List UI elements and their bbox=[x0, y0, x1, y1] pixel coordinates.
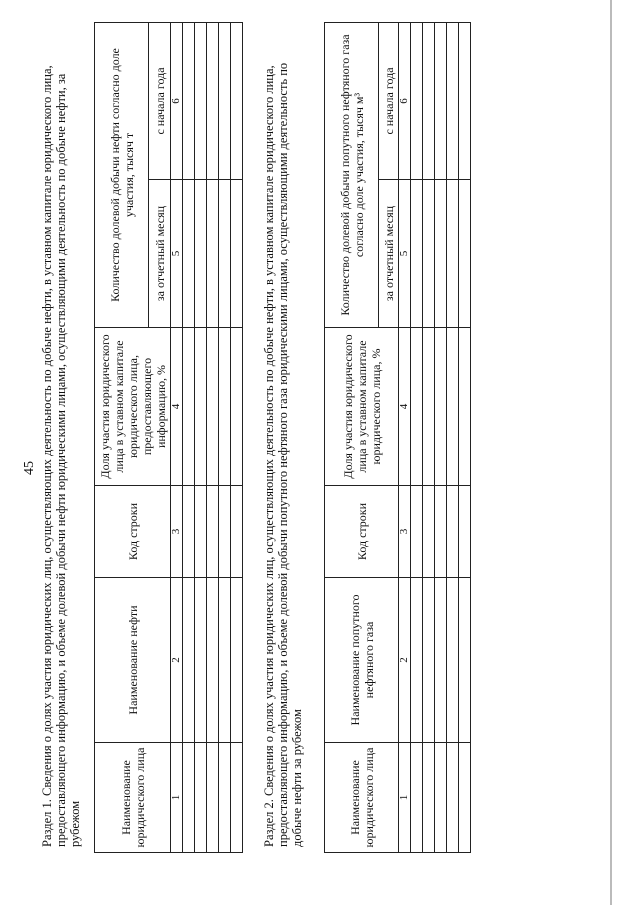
s2-header-gas-name: Наименование попутного нефтяного газа bbox=[325, 578, 399, 743]
table-cell[interactable] bbox=[459, 180, 471, 328]
s2-colnum-2: 2 bbox=[399, 578, 411, 743]
table-cell[interactable] bbox=[447, 328, 459, 486]
s2-header-share: Доля участия юридического лица в уставном капитале юридического лица, % bbox=[325, 328, 399, 486]
table-cell[interactable] bbox=[423, 486, 435, 578]
table-cell[interactable] bbox=[435, 743, 447, 853]
table-cell[interactable] bbox=[219, 578, 231, 743]
table-cell[interactable] bbox=[411, 22, 423, 179]
table-cell[interactable] bbox=[435, 486, 447, 578]
page-number: 45 bbox=[22, 461, 37, 475]
s2-header-line-code: Код строки bbox=[325, 486, 399, 578]
s2-colnum-1: 1 bbox=[399, 743, 411, 853]
table-cell[interactable] bbox=[219, 486, 231, 578]
table-cell[interactable] bbox=[447, 486, 459, 578]
s1-header-oil-name: Наименование нефти bbox=[95, 578, 171, 743]
table-cell[interactable] bbox=[411, 328, 423, 486]
table-cell[interactable] bbox=[183, 743, 195, 853]
s2-header-month: за отчетный месяц bbox=[379, 180, 399, 328]
table-cell[interactable] bbox=[219, 328, 231, 486]
table-row bbox=[423, 22, 435, 852]
table-cell[interactable] bbox=[411, 578, 423, 743]
s2-header-legal-entity: Наименование юридического лица bbox=[325, 743, 399, 853]
table-cell[interactable] bbox=[195, 743, 207, 853]
s2-colnum-4: 4 bbox=[399, 328, 411, 486]
table-cell[interactable] bbox=[423, 180, 435, 328]
s2-colnum-3: 3 bbox=[399, 486, 411, 578]
s2-colnum-6: 6 bbox=[399, 22, 411, 179]
table-cell[interactable] bbox=[207, 486, 219, 578]
section2-table bbox=[324, 22, 471, 853]
s1-colnum-2: 2 bbox=[171, 578, 183, 743]
table-cell[interactable] bbox=[459, 22, 471, 179]
s1-header-legal-entity: Наименование юридического лица bbox=[95, 743, 171, 853]
table-cell[interactable] bbox=[183, 486, 195, 578]
table-cell[interactable] bbox=[435, 328, 447, 486]
table-cell[interactable] bbox=[183, 578, 195, 743]
table-cell[interactable] bbox=[219, 743, 231, 853]
table-cell[interactable] bbox=[447, 180, 459, 328]
table-cell[interactable] bbox=[219, 180, 231, 328]
table-cell[interactable] bbox=[195, 578, 207, 743]
table-cell[interactable] bbox=[231, 743, 243, 853]
s1-colnum-3: 3 bbox=[171, 486, 183, 578]
table-cell[interactable] bbox=[195, 180, 207, 328]
table-cell[interactable] bbox=[447, 22, 459, 179]
s2-header-volume-group: Количество долевой добычи попутного нефтяного газа согласно доле участия, тысяч м³ bbox=[325, 22, 379, 327]
table-cell[interactable] bbox=[435, 180, 447, 328]
table-cell[interactable] bbox=[423, 22, 435, 179]
s1-header-volume-group: Количество долевой добычи нефти согласно доле участия, тысяч т bbox=[95, 22, 149, 327]
table-cell[interactable] bbox=[183, 180, 195, 328]
table-cell[interactable] bbox=[459, 743, 471, 853]
table-cell[interactable] bbox=[207, 180, 219, 328]
table-cell[interactable] bbox=[207, 22, 219, 179]
table-row bbox=[219, 22, 231, 852]
table-cell[interactable] bbox=[195, 22, 207, 179]
table-row bbox=[207, 22, 219, 852]
table-cell[interactable] bbox=[435, 22, 447, 179]
s2-colnum-5: 5 bbox=[399, 180, 411, 328]
table-row bbox=[459, 22, 471, 852]
s1-colnum-5: 5 bbox=[171, 180, 183, 328]
table-row bbox=[231, 22, 243, 852]
s1-header-line-code: Код строки bbox=[95, 486, 171, 578]
table-cell[interactable] bbox=[411, 486, 423, 578]
table-cell[interactable] bbox=[411, 743, 423, 853]
table-cell[interactable] bbox=[183, 328, 195, 486]
table-cell[interactable] bbox=[195, 486, 207, 578]
table-cell[interactable] bbox=[447, 743, 459, 853]
table-cell[interactable] bbox=[423, 328, 435, 486]
table-cell[interactable] bbox=[207, 743, 219, 853]
scan-edge-line bbox=[610, 0, 612, 905]
table-cell[interactable] bbox=[195, 328, 207, 486]
table-cell[interactable] bbox=[207, 578, 219, 743]
s1-header-ytd: с начала года bbox=[149, 22, 171, 179]
table-row bbox=[447, 22, 459, 852]
table-cell[interactable] bbox=[231, 578, 243, 743]
s1-colnum-6: 6 bbox=[171, 22, 183, 179]
table-cell[interactable] bbox=[231, 328, 243, 486]
table-cell[interactable] bbox=[459, 578, 471, 743]
s2-header-ytd: с начала года bbox=[379, 22, 399, 179]
table-cell[interactable] bbox=[459, 486, 471, 578]
table-cell[interactable] bbox=[231, 22, 243, 179]
table-cell[interactable] bbox=[423, 743, 435, 853]
table-cell[interactable] bbox=[447, 578, 459, 743]
table-row bbox=[183, 22, 195, 852]
table-row bbox=[195, 22, 207, 852]
table-cell[interactable] bbox=[207, 328, 219, 486]
section1-table bbox=[94, 22, 243, 853]
table-cell[interactable] bbox=[231, 180, 243, 328]
section2-heading: Раздел 2. Сведения о долях участия юридических лиц, осуществляющих деятельность по добыче нефти, в уставном капитале юридического лица, предоставляющего информацию, и объеме долевой добычи попутного нефтяного газа юридическими лицами, осуществляющими деятельность по добыче нефти за рубежом bbox=[262, 62, 304, 847]
table-cell[interactable] bbox=[411, 180, 423, 328]
section1-heading: Раздел 1. Сведения о долях участия юридических лиц, осуществляющих деятельность по добыче нефти, в уставном капитале юридического лица, предоставляющего информацию, и объеме долевой добычи нефти юридическими лицами, осуществляющими деятельность по добыче нефти, за рубежом bbox=[40, 65, 82, 847]
table-cell[interactable] bbox=[459, 328, 471, 486]
s1-header-share: Доля участия юридического лица в уставном капитале юридического лица, предоставляющего информацию, % bbox=[95, 328, 171, 486]
table-cell[interactable] bbox=[231, 486, 243, 578]
table-cell[interactable] bbox=[219, 22, 231, 179]
table-cell[interactable] bbox=[183, 22, 195, 179]
table-row bbox=[411, 22, 423, 852]
table-cell[interactable] bbox=[423, 578, 435, 743]
table-row bbox=[435, 22, 447, 852]
table-cell[interactable] bbox=[435, 578, 447, 743]
s1-colnum-4: 4 bbox=[171, 328, 183, 486]
s1-colnum-1: 1 bbox=[171, 743, 183, 853]
s1-header-month: за отчетный месяц bbox=[149, 180, 171, 328]
